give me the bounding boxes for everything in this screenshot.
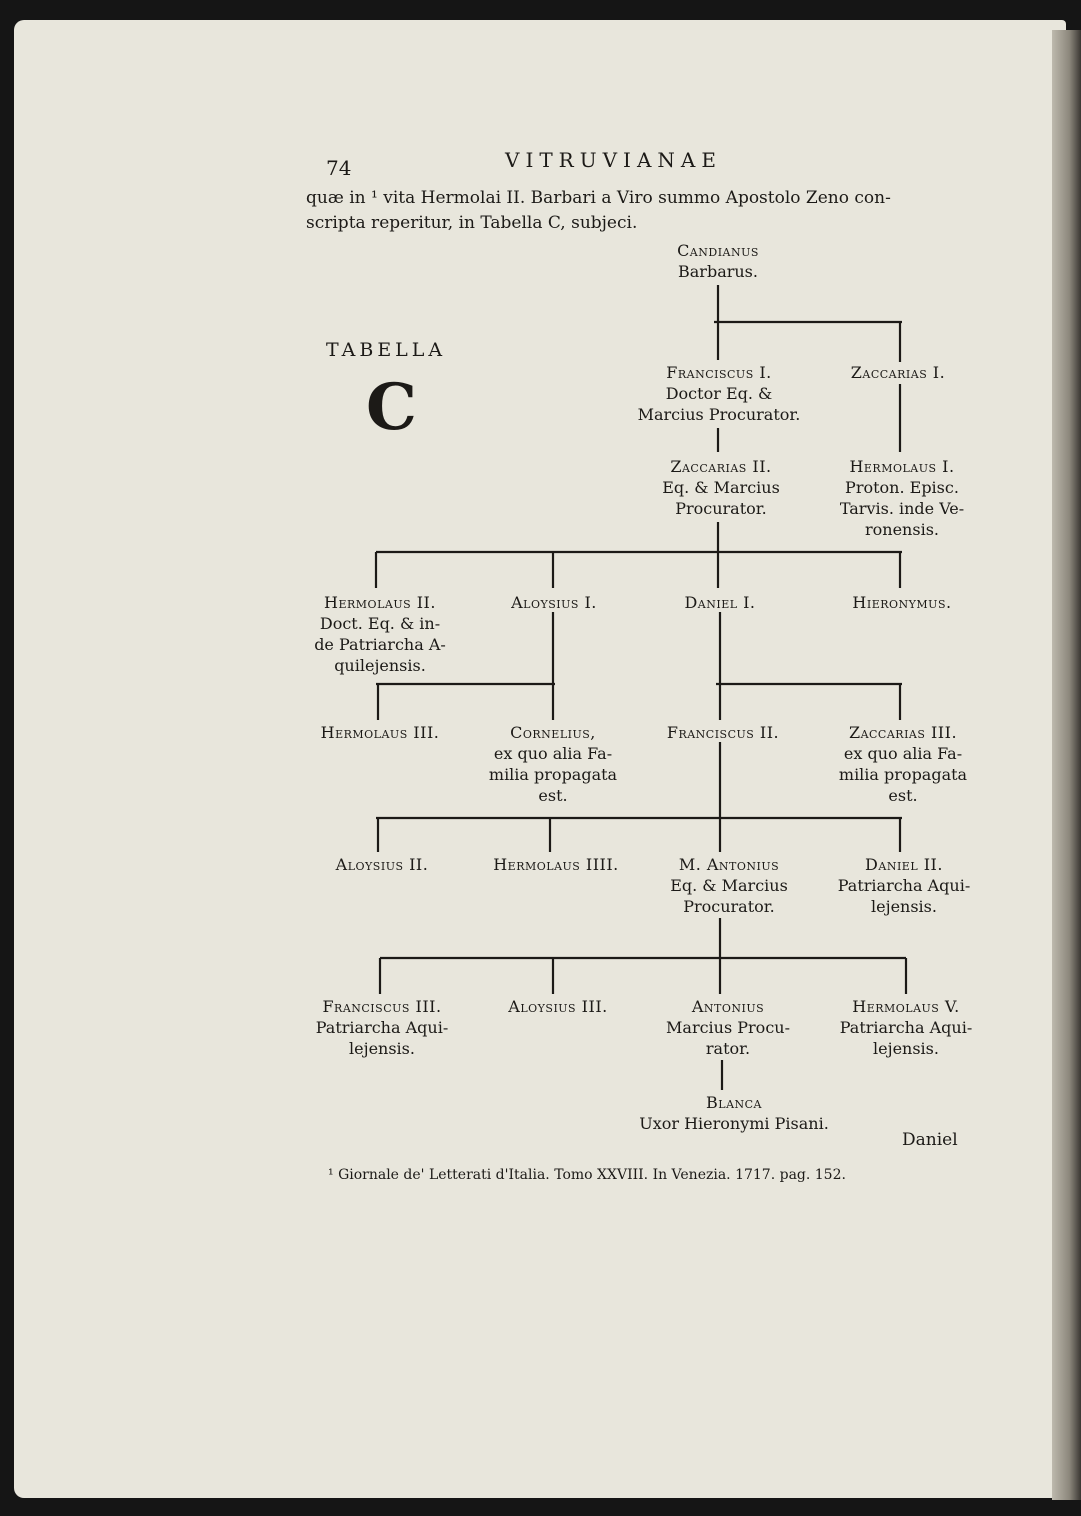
node-candianus [660, 240, 776, 282]
node-cornelius [478, 722, 628, 806]
hermolaus-1-line-4: ronensis. [865, 520, 939, 539]
daniel-2-name: Daniel II. [865, 855, 943, 874]
catchword: Daniel [902, 1130, 958, 1150]
zaccarias-1-name: Zaccarias I. [850, 363, 946, 382]
node-hieronymus [828, 592, 976, 613]
node-hermolaus-4 [478, 854, 634, 875]
cornelius-line-2: ex quo alia Fa- [493, 744, 613, 763]
intro-line-1: quæ in ¹ vita Hermolai II. Barbari a Viro summo Apostolo Zeno con- [306, 188, 891, 208]
node-zaccarias-3 [826, 722, 980, 806]
cornelius-name: Cornelius, [510, 723, 596, 742]
hermolaus-4-name: Hermolaus IIII. [493, 855, 619, 874]
franciscus-3-line-3: lejensis. [349, 1039, 415, 1058]
zaccarias-3-line-3: milia propagata [838, 765, 968, 784]
antonius-name: Antonius [691, 997, 765, 1016]
franciscus-1-line-2: Doctor Eq. & [665, 384, 773, 403]
franciscus-3-line-2: Patriarcha Aqui- [315, 1018, 449, 1037]
node-m-antonius [648, 854, 810, 917]
blanca-name: Blanca [706, 1093, 762, 1112]
intro-line-2: scripta reperitur, in Tabella C, subjeci. [306, 213, 638, 233]
m-antonius-name: M. Antonius [678, 855, 780, 874]
node-blanca [614, 1092, 854, 1134]
candianus-name: Candianus [677, 241, 759, 260]
node-antonius [648, 996, 808, 1059]
hermolaus-1-line-3: Tarvis. inde Ve- [839, 499, 965, 518]
antonius-line-3: rator. [705, 1039, 751, 1058]
node-franciscus-1 [614, 362, 824, 425]
zaccarias-2-line-2: Eq. & Marcius [662, 478, 780, 497]
candianus-title: Barbarus. [678, 262, 758, 281]
footnote: ¹ Giornale de' Letterati d'Italia. Tomo XXVIII. In Venezia. 1717. pag. 152. [328, 1167, 846, 1183]
hermolaus-5-line-2: Patriarcha Aqui- [839, 1018, 973, 1037]
daniel-1-name: Daniel I. [684, 593, 756, 612]
node-hermolaus-2 [300, 592, 460, 676]
antonius-line-2: Marcius Procu- [666, 1018, 790, 1037]
hermolaus-5-name: Hermolaus V. [852, 997, 960, 1016]
hieronymus-name: Hieronymus. [852, 593, 952, 612]
zaccarias-2-name: Zaccarias II. [670, 457, 772, 476]
node-hermolaus-5 [826, 996, 986, 1059]
daniel-2-line-3: lejensis. [871, 897, 937, 916]
cornelius-line-4: est. [538, 786, 568, 805]
aloysius-3-name: Aloysius III. [508, 997, 608, 1016]
node-hermolaus-3 [300, 722, 460, 743]
m-antonius-line-2: Eq. & Marcius [670, 876, 788, 895]
node-aloysius-1 [490, 592, 618, 613]
hermolaus-2-line-2: Doct. Eq. & in- [319, 614, 441, 633]
page-number: 74 [326, 156, 352, 180]
blanca-line-2: Uxor Hieronymi Pisani. [639, 1114, 829, 1133]
node-zaccarias-2 [640, 456, 802, 519]
franciscus-1-line-3: Marcius Procurator. [637, 405, 801, 424]
cornelius-line-3: milia propagata [488, 765, 618, 784]
hermolaus-5-line-3: lejensis. [873, 1039, 939, 1058]
hermolaus-2-line-3: de Patriarcha A- [314, 635, 446, 654]
tabella-label: TABELLA [326, 339, 447, 361]
hermolaus-1-name: Hermolaus I. [849, 457, 955, 476]
hermolaus-1-line-2: Proton. Episc. [845, 478, 959, 497]
franciscus-1-name: Franciscus I. [666, 363, 772, 382]
hermolaus-2-line-4: quilejensis. [334, 656, 426, 675]
aloysius-1-name: Aloysius I. [511, 593, 597, 612]
node-daniel-2 [826, 854, 982, 917]
m-antonius-line-3: Procurator. [683, 897, 775, 916]
tabella-letter: C [366, 370, 417, 445]
daniel-2-line-2: Patriarcha Aqui- [837, 876, 971, 895]
zaccarias-3-line-2: ex quo alia Fa- [843, 744, 963, 763]
franciscus-3-name: Franciscus III. [322, 997, 442, 1016]
franciscus-2-name: Franciscus II. [666, 723, 780, 742]
node-franciscus-2 [648, 722, 798, 743]
running-title: VITRUVIANAE [505, 148, 722, 172]
node-aloysius-2 [318, 854, 446, 875]
zaccarias-3-name: Zaccarias III. [848, 723, 958, 742]
zaccarias-2-line-3: Procurator. [675, 499, 767, 518]
node-franciscus-3 [300, 996, 464, 1059]
hermolaus-3-name: Hermolaus III. [320, 723, 440, 742]
aloysius-2-name: Aloysius II. [335, 855, 429, 874]
zaccarias-3-line-4: est. [888, 786, 918, 805]
node-aloysius-3 [490, 996, 626, 1017]
hermolaus-2-name: Hermolaus II. [324, 593, 436, 612]
node-hermolaus-1 [820, 456, 984, 540]
node-zaccarias-1 [828, 362, 968, 383]
node-daniel-1 [660, 592, 780, 613]
